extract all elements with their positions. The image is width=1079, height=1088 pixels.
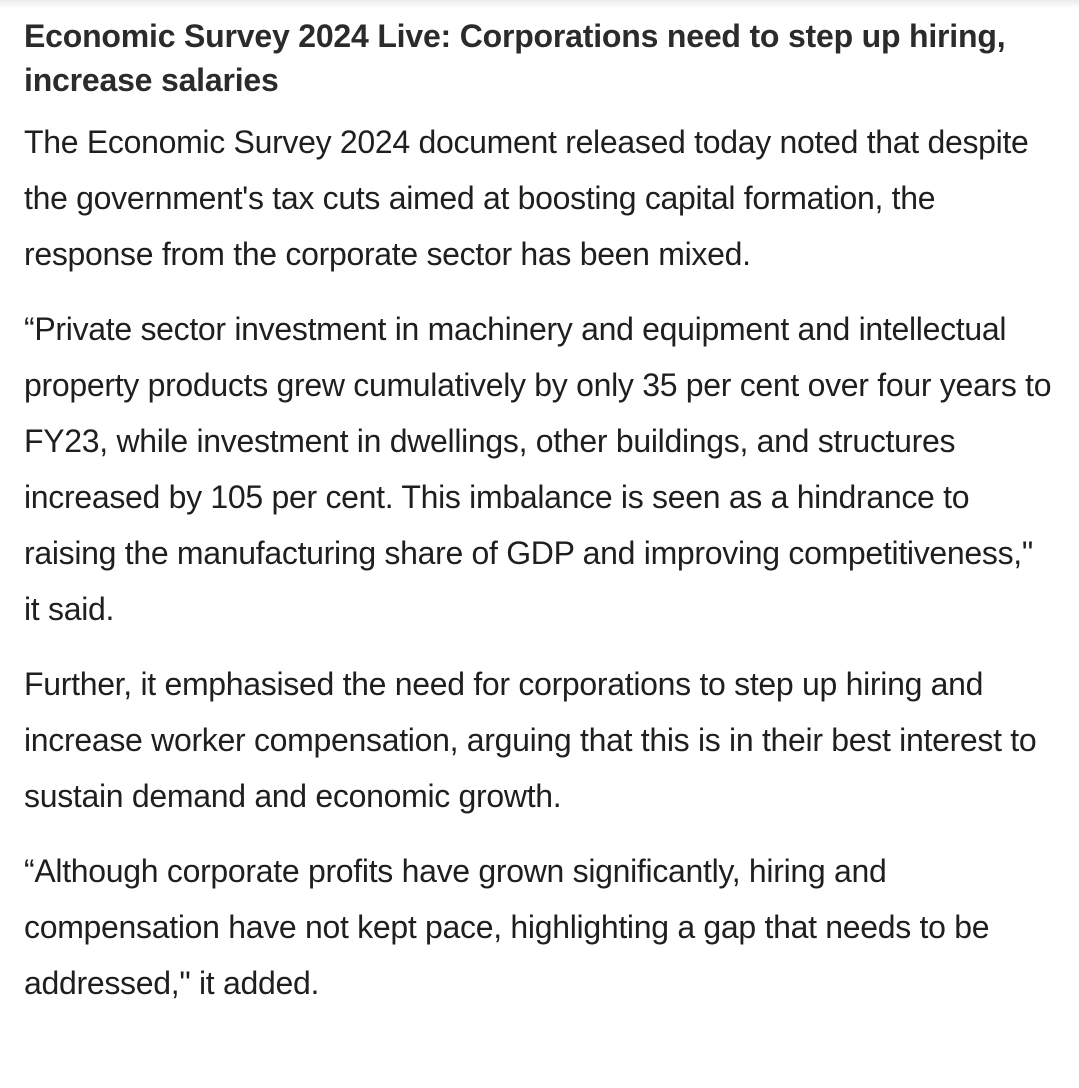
article-paragraph-1: The Economic Survey 2024 document released today noted that despite the government's tax cuts aimed at boosting capital formation, the response from the corporate sector has been mixed. <box>24 124 1029 272</box>
article-paragraph-2: “Private sector investment in machinery and equipment and intellectual property products grew cumulatively by only 35 per cent over four years to FY23, while investment in dwellings, other buildings, and structures increased by 105 per cent. This imbalance is seen as a hindrance to raising the manufacturing share of GDP and improving competitiveness," it said. <box>24 311 1052 627</box>
article-paragraph-4: “Although corporate profits have grown significantly, hiring and compensation have not kept pace, highlighting a gap that needs to be addressed," it added. <box>24 853 990 1001</box>
article-headline: Economic Survey 2024 Live: Corporations need to step up hiring, increase salaries <box>24 18 1006 98</box>
top-shadow <box>0 0 1079 8</box>
article-paragraph-3: Further, it emphasised the need for corporations to step up hiring and increase worker compensation, arguing that this is in their best interest to sustain demand and economic growth. <box>24 666 1037 814</box>
article <box>24 14 1054 1030</box>
